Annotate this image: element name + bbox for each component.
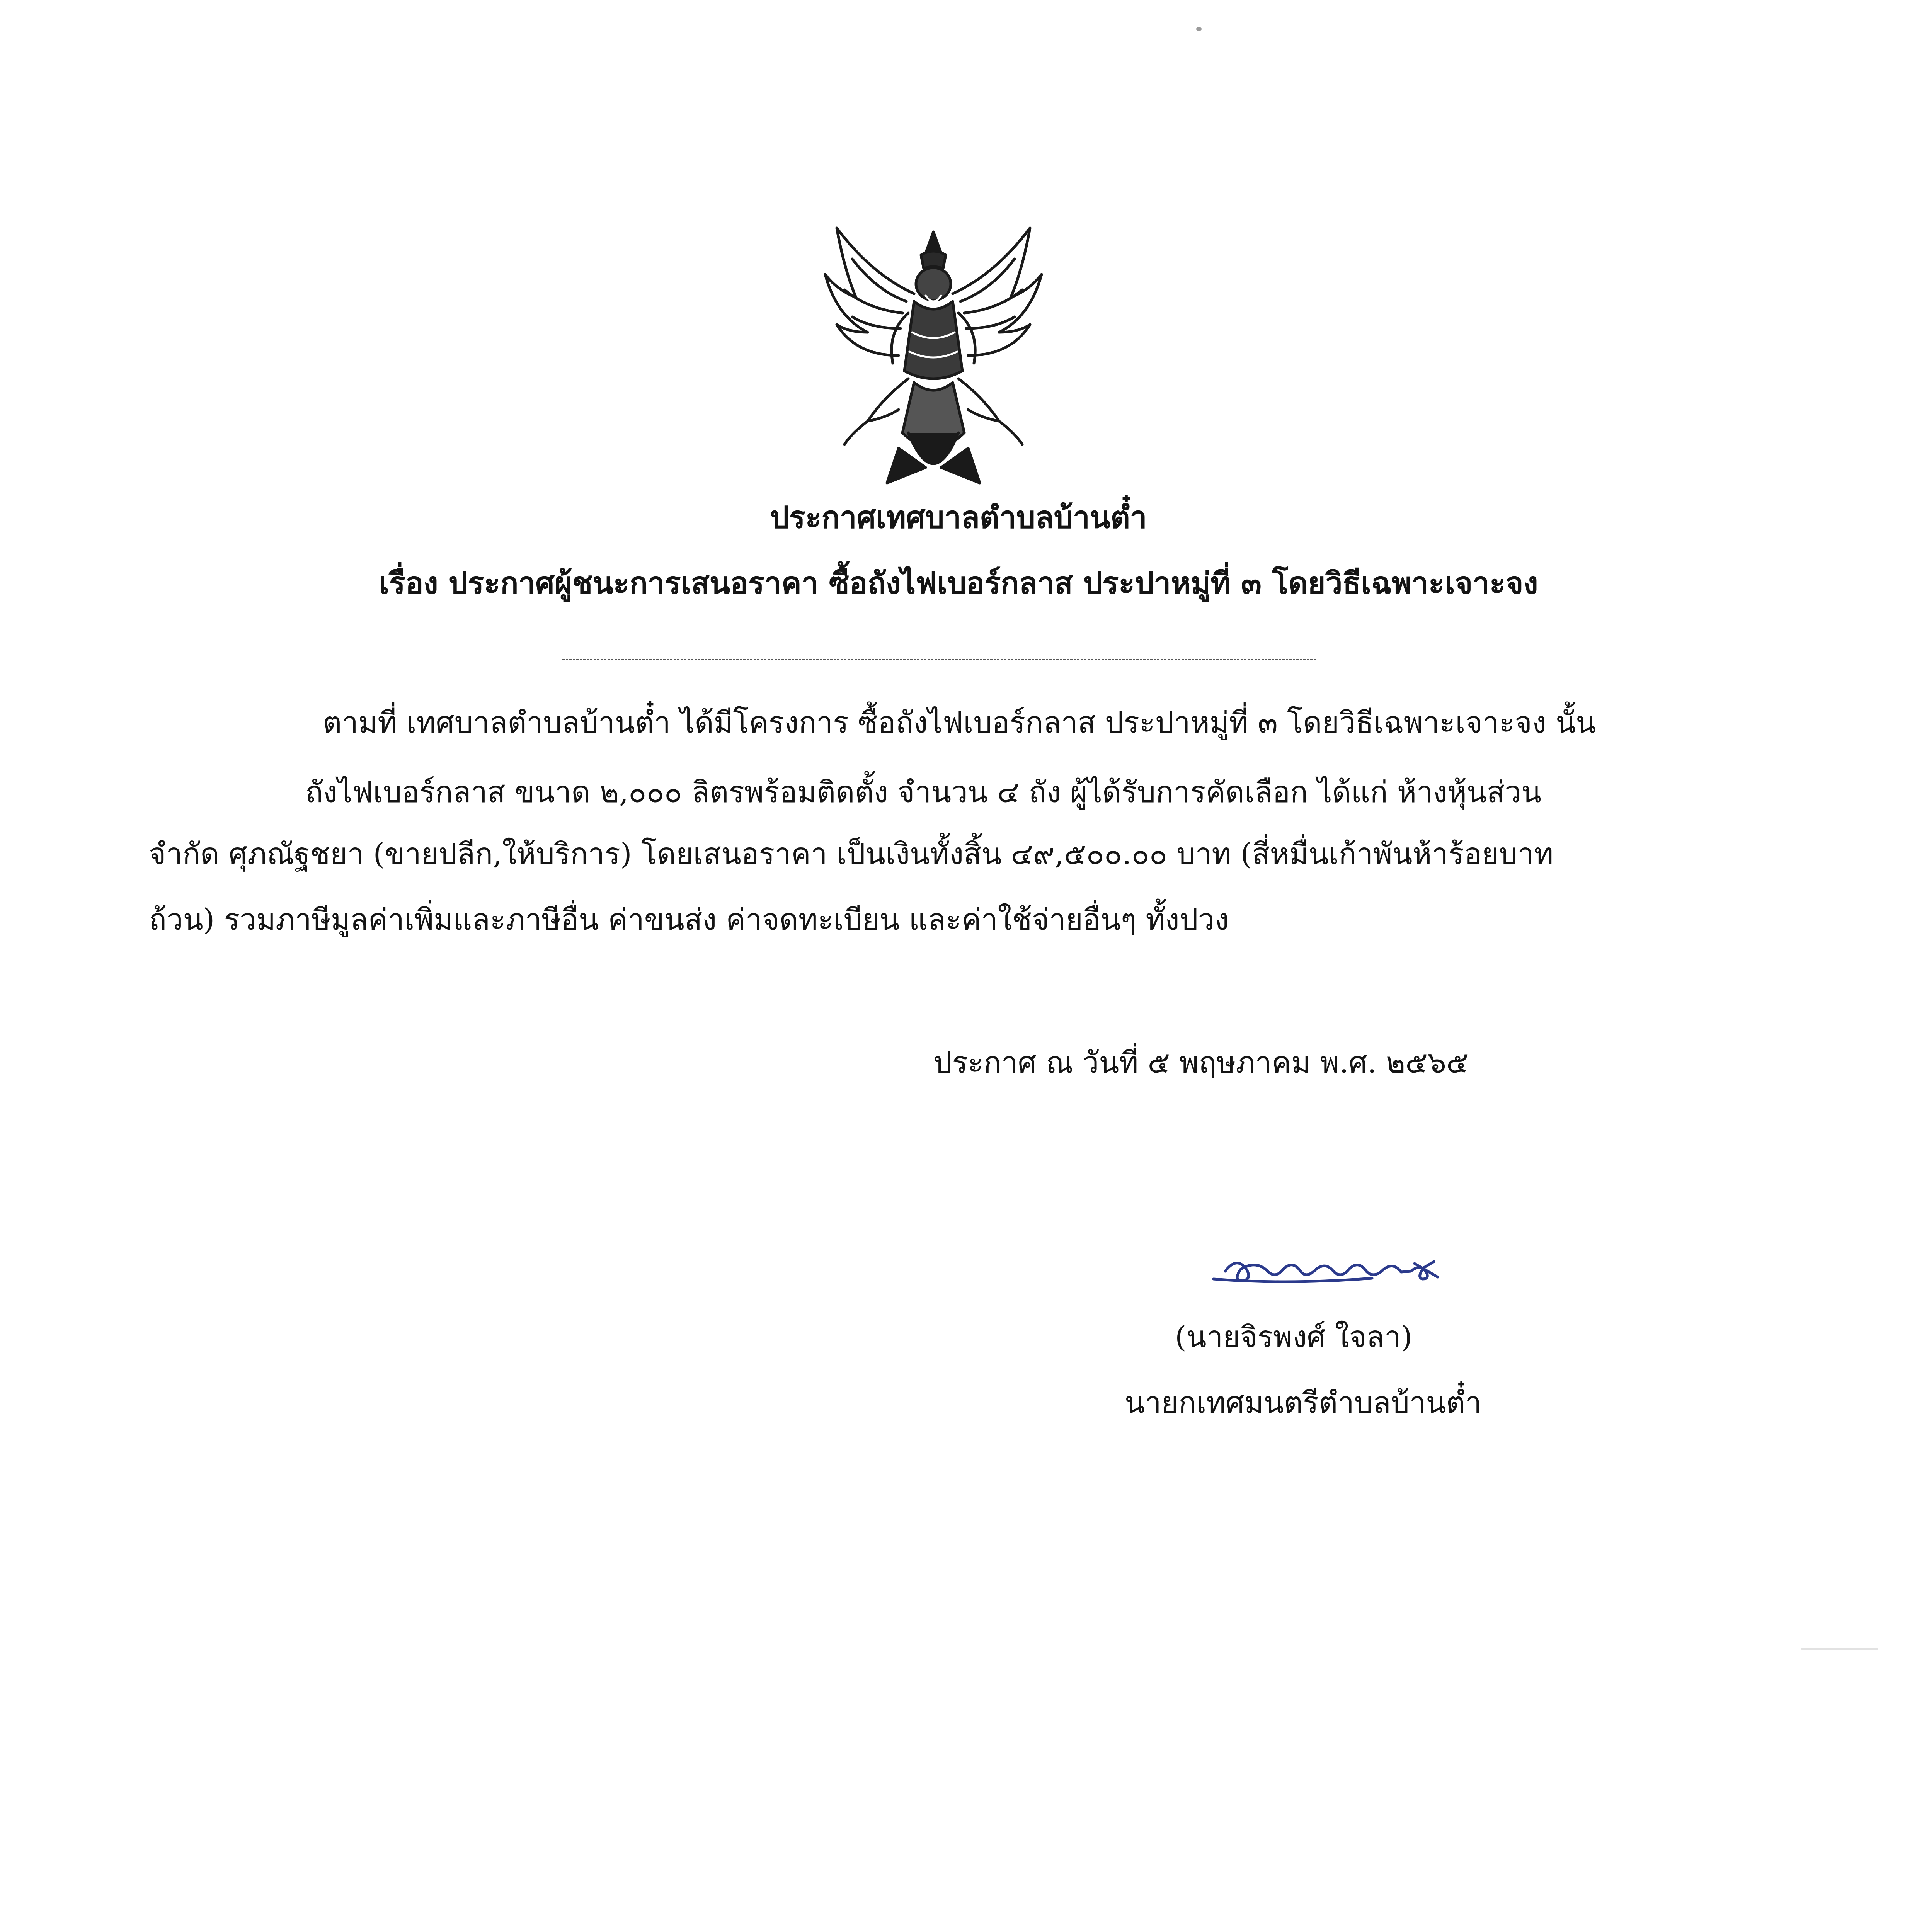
body-line-2: ถังไฟเบอร์กลาส ขนาด ๒,๐๐๐ ลิตรพร้อมติดตั้ง จำนวน ๔ ถัง ผู้ได้รับการคัดเลือก ได้แก่ ห้างหุ้นส่วน xyxy=(305,775,1541,809)
body-line-3: จำกัด ศุภณัฐชยา (ขายปลีก,ให้บริการ) โดยเสนอราคา เป็นเงินทั้งสิ้น ๔๙,๕๐๐.๐๐ บาท (สี่หมื่นเก้าพันห้าร้อยบาท xyxy=(149,837,1554,871)
garuda-emblem xyxy=(810,216,1057,495)
document-subject: เรื่อง ประกาศผู้ชนะการเสนอราคา ซื้อถังไฟเบอร์กลาส ประปาหมู่ที่ ๓ โดยวิธีเฉพาะเจาะจง xyxy=(379,566,1538,601)
announcement-date: ประกาศ ณ วันที่ ๕ พฤษภาคม พ.ศ. ๒๕๖๕ xyxy=(933,1045,1469,1080)
handwritten-signature xyxy=(1210,1248,1465,1291)
body-line-1: ตามที่ เทศบาลตำบลบ้านต๋ำ ได้มีโครงการ ซื้อถังไฟเบอร์กลาส ประปาหมู่ที่ ๓ โดยวิธีเฉพาะเจาะจง นั้น xyxy=(323,705,1596,740)
signer-position: นายกเทศมนตรีตำบลบ้านต๋ำ xyxy=(1125,1385,1482,1420)
dashed-divider xyxy=(562,659,1316,660)
signer-name: (นายจิรพงศ์ ใจลา) xyxy=(1175,1320,1413,1354)
scan-speck xyxy=(1196,27,1202,31)
document-title: ประกาศเทศบาลตำบลบ้านต๋ำ xyxy=(770,500,1147,535)
body-line-4: ถ้วน) รวมภาษีมูลค่าเพิ่มและภาษีอื่น ค่าขนส่ง ค่าจดทะเบียน และค่าใช้จ่ายอื่นๆ ทั้งปวง xyxy=(149,902,1229,937)
scan-speck xyxy=(1801,1648,1878,1650)
